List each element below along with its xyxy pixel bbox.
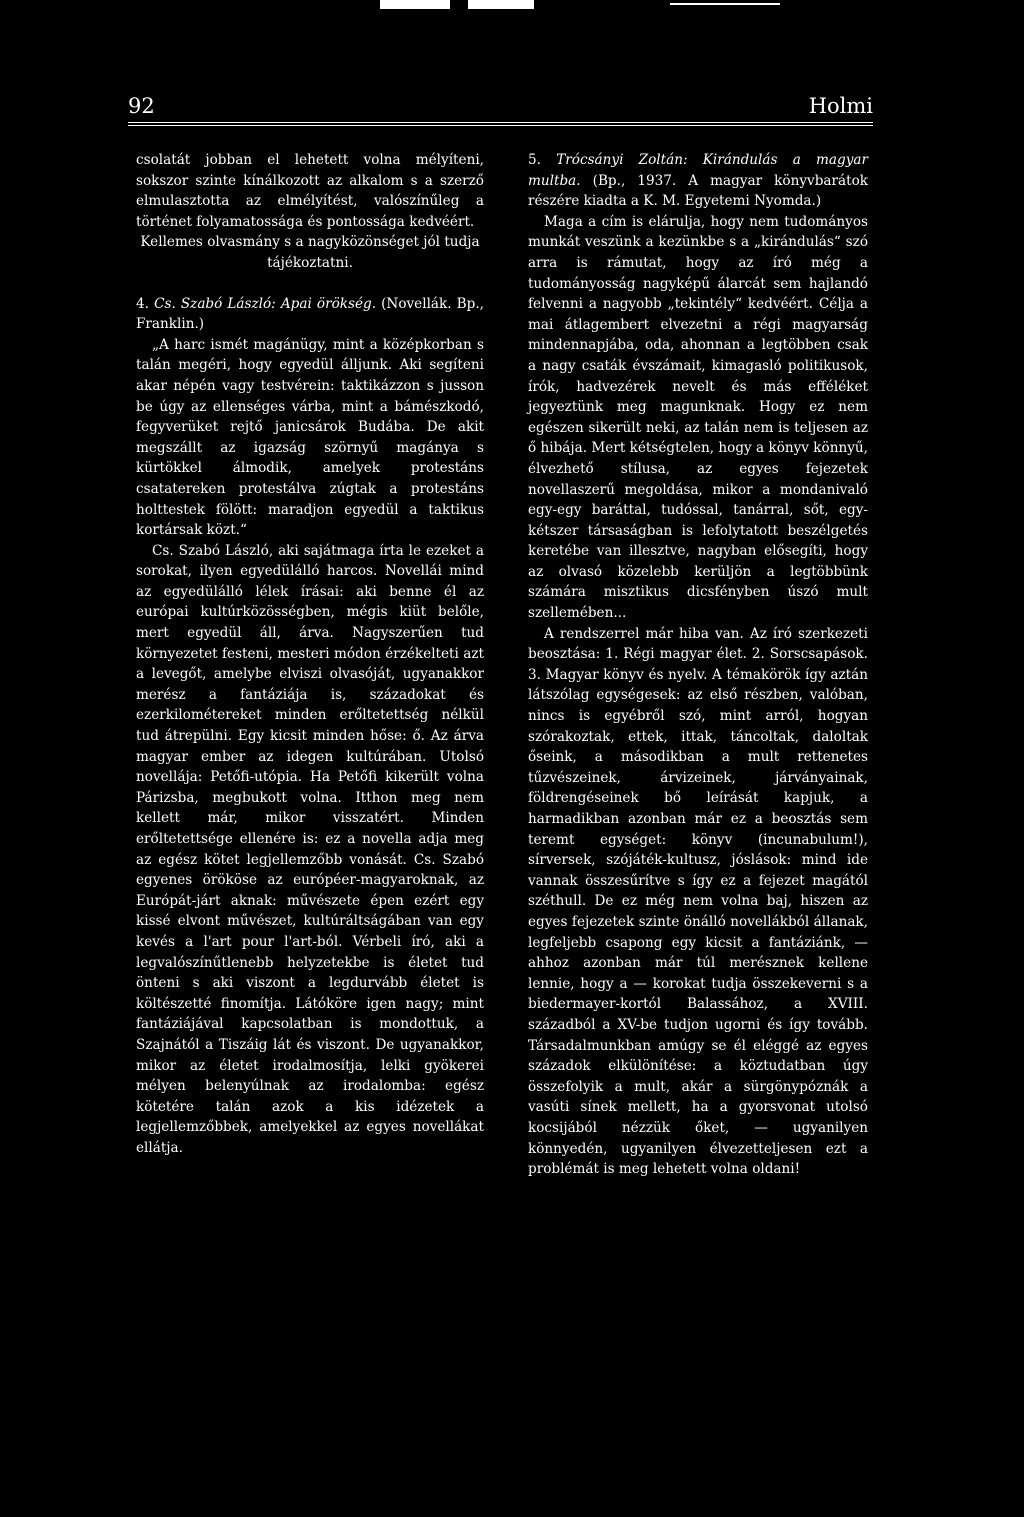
paragraph [136, 541, 484, 1159]
paragraph-text: „A harc ismét magánügy, mint a középkorban s talán megéri, hogy egyedül álljunk. Aki segíteni akar népén vagy testvérein: taktikázzon s jusson be úgy az ellenséges várba, mint a bámészkodó, fegyverüket rejtő janicsárok Budába. De akit megszállt az igazság szörnyű magánya s kürtökkel álmodik, amelyek protestáns csatatereken protestálva zúgtak a protestáns holttestek fölött: maradjon egyedül a taktikus kortársak közt.“ [136, 336, 484, 539]
paragraph [136, 150, 484, 232]
paragraph [528, 624, 868, 1180]
header-rule [128, 122, 873, 123]
paragraph-text: csolatát jobban el lehetett volna mélyíteni, sokszor szinte kínálkozott az alkalom s a szerző elmulasztotta az elmélyítést, valószínűleg a történet folyamatossága és pontossága kedvéért. [136, 152, 484, 230]
paragraph [528, 150, 868, 212]
scan-artifact [380, 0, 780, 10]
paragraph-text: A rendszerrel már hiba van. Az író szerkezeti beosztása: 1. Régi magyar élet. 2. Sorscsapások. 3. Magyar könyv és nyelv. A témakörök így aztán látszólag egységesek: az első részben, valóban, nincs is egyébről szó, mint arról, hogyan szórakoztak, ettek, ittak, táncoltak, daloltak őseink, a másodikban a mult rettenetes tűzvészeinek, árvizeinek, járványainak, földrengéseinek bő leírását kapjuk, a harmadikban azonban már ez a beosztás sem teremt egységet: könyv (incunabulum!), sírversek, szójáték-kultusz, jóslások: mind ide vannak összesűrítve s így ez a fejezet magától széthull. De ez még nem volna baj, hiszen az egyes fejezetek szinte önálló novellákból állanak, legfeljebb csapong egy kicsit a fantáziánk, — ahhoz azonban már túl merésznek kellene lennie, hogy a — korokat tudja összekeverni s a biedermayer-kortól Balassához, a XVIII. századból a XV-be tudjon ugorni és így tovább. Társadalmunkban amúgy se él eléggé az egyes századok elkülönítése: a köztudatban úgy összefolyik a mult, akár a sürgönypóznák a vasúti sínek mellett, ha a gyorsvonat utolsó kocsijából nézzük őket, — ugyanilyen könnyedén, ugyanilyen élvezetteljesen ezt a problémát is meg lehetett volna oldani! [528, 625, 868, 1178]
paragraph [136, 294, 484, 335]
paragraph-text: (Bp., 1937. A magyar könyvbarátok részére kiadta a K. M. Egyetemi Nyomda.) [528, 172, 868, 210]
page-header [128, 94, 873, 128]
entry-author-title: Cs. Szabó László: Apai örökség. [154, 295, 377, 312]
section-title: Holmi [808, 94, 873, 118]
paragraph [528, 212, 868, 624]
entry-number: 5. [528, 152, 557, 168]
entry-number: 4. [136, 295, 155, 312]
paragraph-text: Maga a cím is elárulja, hogy nem tudományos munkát veszünk a kezünkbe s a „kirándulás“ szó arra is rámutat, hogy az író még a tudományosság nagyképű álarcát sem hajlandó felvenni a nagyobb „tekintély“ kedvéért. Célja a mai átlagembert elvezetni a régi magyarság mindennapjába, oda, ahonnan a legtöbben csak a nagy csaták évszámait, kimagasló politikusok, írók, hadvezérek nevelt és más efféléket jegyeztünk meg magunknak. Hogy ez nem egészen sikerült neki, az talán nem is teljesen az ő hibája. Mert kétségtelen, hogy a könyv könnyű, élvezhető stílusa, az egyes fejezetek novellaszerű megoldása, mikor a mondanivaló egy-egy baráttal, tudóssal, tanárral, sőt, egy-kétszer társaságban is lefolytatott beszélgetés keretébe van illesztve, nagyban elősegíti, hogy az olvasó közelebb kerüljön a legtöbbünk számára misztikus dicsfényben úszó mult szellemében... [528, 213, 868, 622]
entry-author-title: Trócsányi Zoltán: Kirándulás a magyar multba. [528, 152, 869, 189]
paragraph [136, 335, 484, 541]
header-rule-secondary [128, 125, 873, 126]
left-column [136, 150, 484, 1159]
right-column [528, 150, 868, 1180]
paragraph-text: Cs. Szabó László, aki sajátmaga írta le ezeket a sorokat, ilyen egyedülálló harcos. Novellái mind az egyedülálló lélek írásai: aki benne él az európai kultúrközösségben, mégis kiüt belőle, mert egyedül áll, árva. Nagyszerűen tud környezetet festeni, mesteri módon érzékelteti azt a levegőt, amelybe elviszi olvasóját, ugyanakkor merész a fantáziája is, századokat és ezerkilométereket minden erőltetettség nélkül tud átrepülni. Egy kicsit minden hőse: ő. Az árva magyar ember az idegen kultúrában. Utolsó novellája: Petőfi-utópia. Ha Petőfi kikerült volna Párizsba, megbukott volna. Itthon meg nem kellett már, mikor visszatért. Minden erőltetettsége ellenére is: ez a novella adja meg az egész kötet legjellemzőbb vonását. Cs. Szabó egyenes örököse az európéer-magyaroknak, az Európát-járt aknak: művészete épen ezért egy kissé elvont művészet, kultúráltságában van egy kevés a l'art pour l'art-ból. Vérbeli író, aki a legvalószínűtlenebb helyzetekbe is életet tud önteni s aki viszont a legdurvább életet is költészetté finomítja. Látóköre igen nagy; mint fantáziájával kapcsolatban is mondottuk, a Szajnától a Tiszáig lát és viszont. De ugyanakkor, mikor az életet irodalmosítja, lelki gyökerei mélyen belenyúlnak az irodalomba: egész kötetére talán azok a kis idézetek a legjellemzőbbek, amelyekkel az egyes novellákat ellátja. [136, 542, 484, 1156]
paragraph [136, 232, 484, 273]
paragraph-text: (Novellák. Bp., Franklin.) [136, 295, 485, 333]
page-number: 92 [128, 94, 155, 118]
paragraph-text: Kellemes olvasmány s a nagyközönséget jól tudja tájékoztatni. [140, 234, 480, 271]
